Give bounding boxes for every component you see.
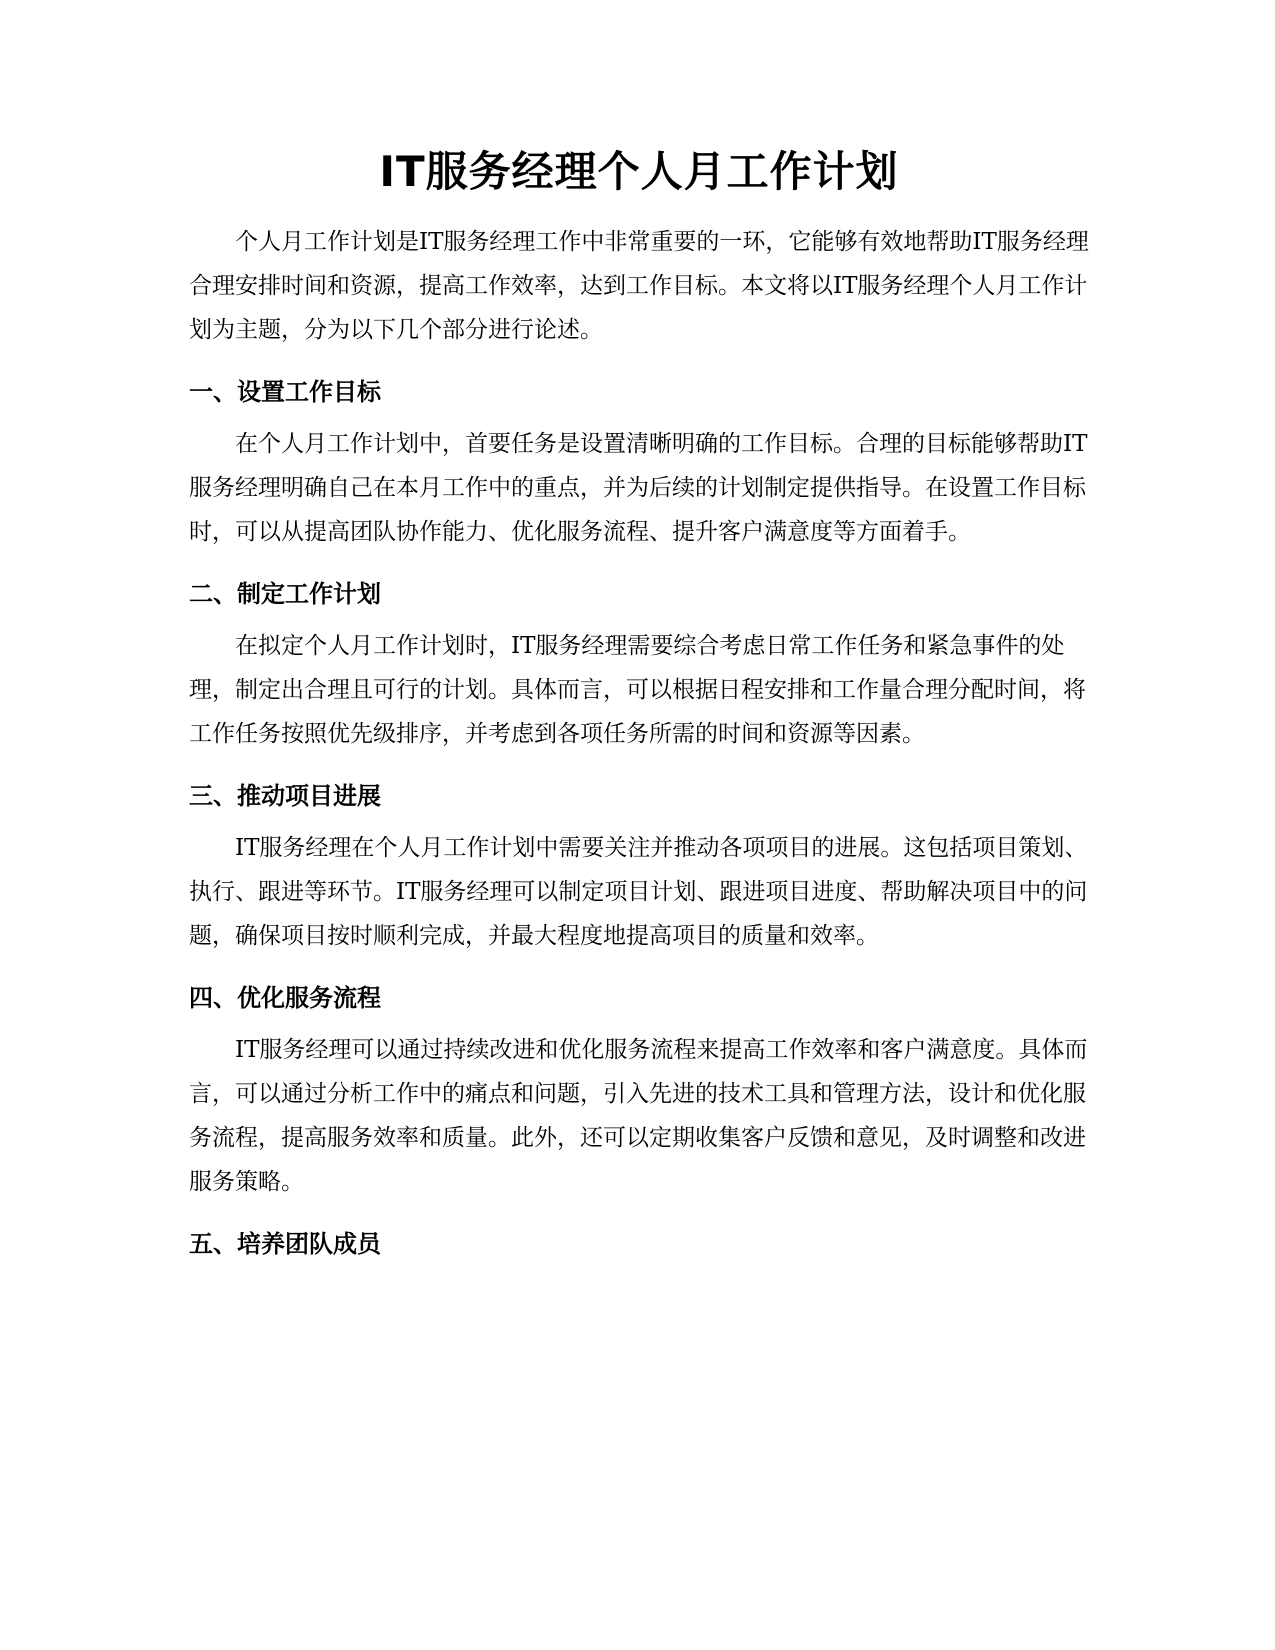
section-paragraph: IT服务经理可以通过持续改进和优化服务流程来提高工作效率和客户满意度。具体而言，可以通过分析工作中的痛点和问题，引入先进的技术工具和管理方法，设计和优化服务流程，提高服务效率和质量。此外，还可以定期收集客户反馈和意见，及时调整和改进服务策略。 — [189, 1037, 1088, 1195]
section-paragraph: IT服务经理在个人月工作计划中需要关注并推动各项项目的进展。这包括项目策划、执行、跟进等环节。IT服务经理可以制定项目计划、跟进项目进度、帮助解决项目中的问题，确保项目按时顺利完成，并最大程度地提高项目的质量和效率。 — [189, 835, 1088, 949]
section-5 — [189, 1224, 1089, 1264]
section-3 — [189, 776, 1089, 958]
section-heading: 三、推动项目进展 — [189, 782, 381, 810]
document-title: IT服务经理个人月工作计划 — [379, 147, 899, 196]
document-content — [189, 140, 1089, 1274]
section-heading: 二、制定工作计划 — [189, 580, 381, 608]
section-paragraph: 在个人月工作计划中，首要任务是设置清晰明确的工作目标。合理的目标能够帮助IT服务经理明确自己在本月工作中的重点，并为后续的计划制定提供指导。在设置工作目标时，可以从提高团队协作能力、优化服务流程、提升客户满意度等方面着手。 — [189, 431, 1088, 545]
section-heading: 四、优化服务流程 — [189, 984, 381, 1012]
section-heading: 五、培养团队成员 — [189, 1230, 381, 1258]
section-1 — [189, 372, 1089, 554]
section-2 — [189, 574, 1089, 756]
section-paragraph: 在拟定个人月工作计划时，IT服务经理需要综合考虑日常工作任务和紧急事件的处理，制定出合理且可行的计划。具体而言，可以根据日程安排和工作量合理分配时间，将工作任务按照优先级排序，并考虑到各项任务所需的时间和资源等因素。 — [189, 633, 1086, 747]
section-4 — [189, 978, 1089, 1204]
section-heading: 一、设置工作目标 — [189, 378, 381, 406]
intro-paragraph: 个人月工作计划是IT服务经理工作中非常重要的一环，它能够有效地帮助IT服务经理合理安排时间和资源，提高工作效率，达到工作目标。本文将以IT服务经理个人月工作计划为主题，分为以下几个部分进行论述。 — [189, 229, 1089, 343]
